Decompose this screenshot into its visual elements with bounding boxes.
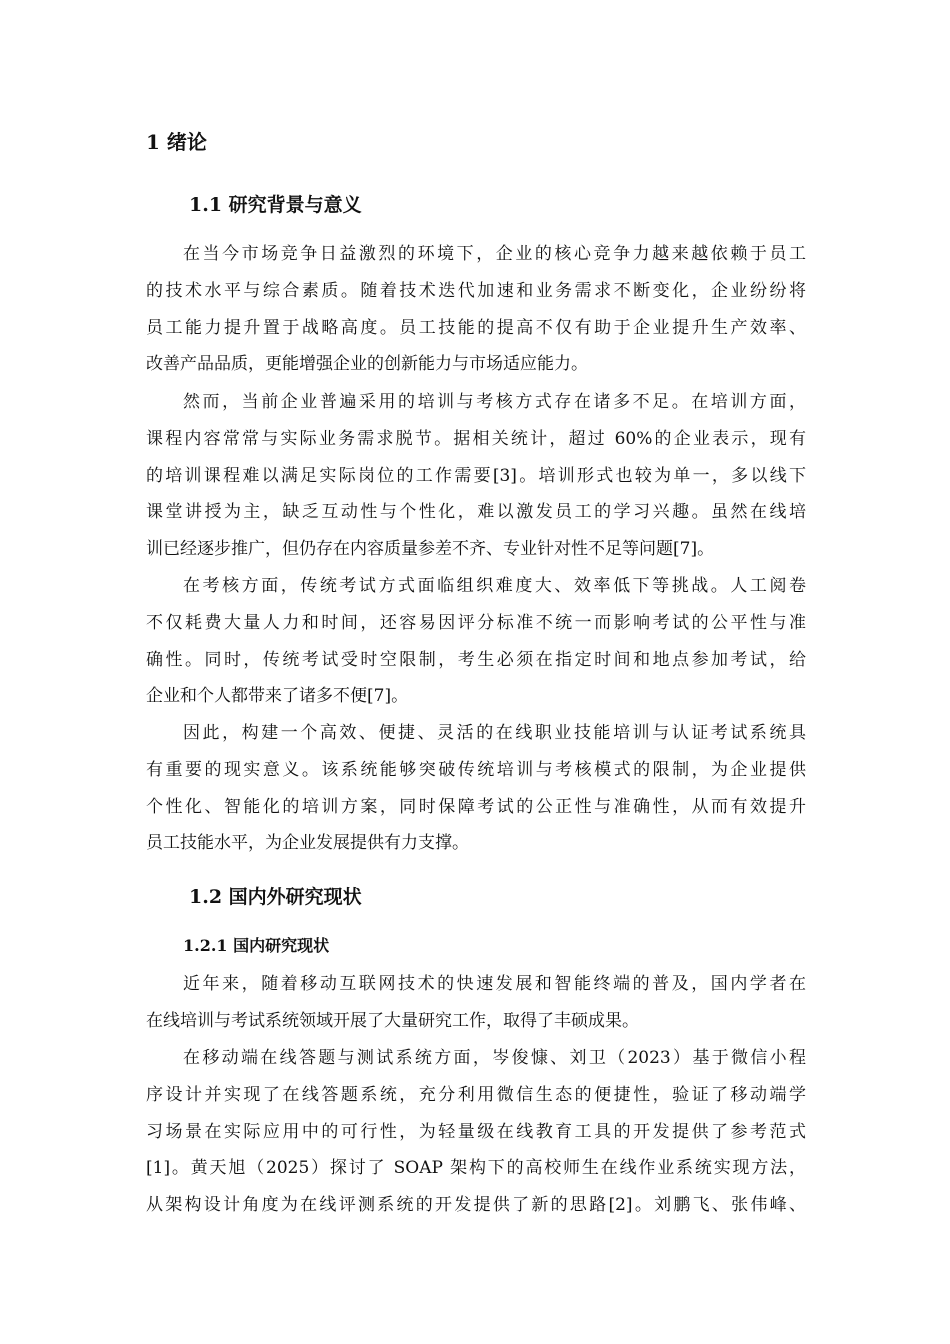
text-line: 员工能力提升置于战略高度。员工技能的提高不仅有助于企业提升生产效率、 [146, 317, 806, 338]
text-line: 从架构设计角度为在线评测系统的开发提供了新的思路[2]。刘鹏飞、张伟峰、 [146, 1195, 806, 1216]
paragraph-6 [146, 1040, 806, 1224]
paragraph-2 [146, 384, 806, 568]
subsection-title-1-2-1: 1.2.1 国内研究现状 [183, 936, 330, 955]
text-line: 不仅耗费大量人力和时间，还容易因评分标准不统一而影响考试的公平性与准 [146, 612, 806, 633]
text-line: 改善产品品质，更能增强企业的创新能力与市场适应能力。 [146, 354, 588, 375]
text-line: 课堂讲授为主，缺乏互动性与个性化，难以激发员工的学习兴趣。虽然在线培 [146, 502, 806, 523]
text-line: 在当今市场竞争日益激烈的环境下，企业的核心竞争力越来越依赖于员工 [183, 244, 806, 264]
paragraph-4 [146, 715, 806, 862]
text-line: 个性化、智能化的培训方案，同时保障考试的公正性与准确性，从而有效提升 [146, 796, 806, 817]
text-line: 有重要的现实意义。该系统能够突破传统培训与考核模式的限制，为企业提供 [146, 759, 806, 780]
text-line: 然而，当前企业普遍采用的培训与考核方式存在诸多不足。在培训方面， [183, 392, 806, 412]
text-line: 在移动端在线答题与测试系统方面，岑俊慷、刘卫（2023）基于微信小程 [183, 1048, 806, 1068]
section-title-1-1: 1.1 研究背景与意义 [189, 194, 362, 216]
text-line: 确性。同时，传统考试受时空限制，考生必须在指定时间和地点参加考试，给 [146, 649, 806, 670]
text-line: 课程内容常常与实际业务需求脱节。据相关统计，超过 60%的企业表示，现有 [146, 428, 806, 449]
text-line: 训已经逐步推广，但仍存在内容质量参差不齐、专业针对性不足等问题[7]。 [146, 539, 715, 560]
text-line: 习场景在实际应用中的可行性，为轻量级在线教育工具的开发提供了参考范式 [146, 1121, 806, 1142]
text-line: 企业和个人都带来了诸多不便[7]。 [146, 686, 409, 707]
paragraph-5 [146, 966, 806, 1040]
text-line: 近年来，随着移动互联网技术的快速发展和智能终端的普及，国内学者在 [183, 974, 806, 994]
section-title-1-2: 1.2 国内外研究现状 [189, 886, 362, 908]
text-line: 在考核方面，传统考试方式面临组织难度大、效率低下等挑战。人工阅卷 [183, 576, 806, 596]
paragraph-1 [146, 236, 806, 383]
text-line: 因此，构建一个高效、便捷、灵活的在线职业技能培训与认证考试系统具 [183, 723, 806, 743]
paragraph-3 [146, 568, 806, 715]
chapter-title: 1 绪论 [146, 130, 207, 154]
text-line: 的技术水平与综合素质。随着技术迭代加速和业务需求不断变化，企业纷纷将 [146, 280, 806, 301]
text-line: 员工技能水平，为企业发展提供有力支撑。 [146, 833, 469, 854]
text-line: 在线培训与考试系统领域开展了大量研究工作，取得了丰硕成果。 [146, 1010, 639, 1031]
text-line: [1]。黄天旭（2025）探讨了 SOAP 架构下的高校师生在线作业系统实现方法， [146, 1158, 806, 1179]
text-line: 的培训课程难以满足实际岗位的工作需要[3]。培训形式也较为单一，多以线下 [146, 465, 806, 486]
text-line: 序设计并实现了在线答题系统，充分利用微信生态的便捷性，验证了移动端学 [146, 1084, 806, 1105]
